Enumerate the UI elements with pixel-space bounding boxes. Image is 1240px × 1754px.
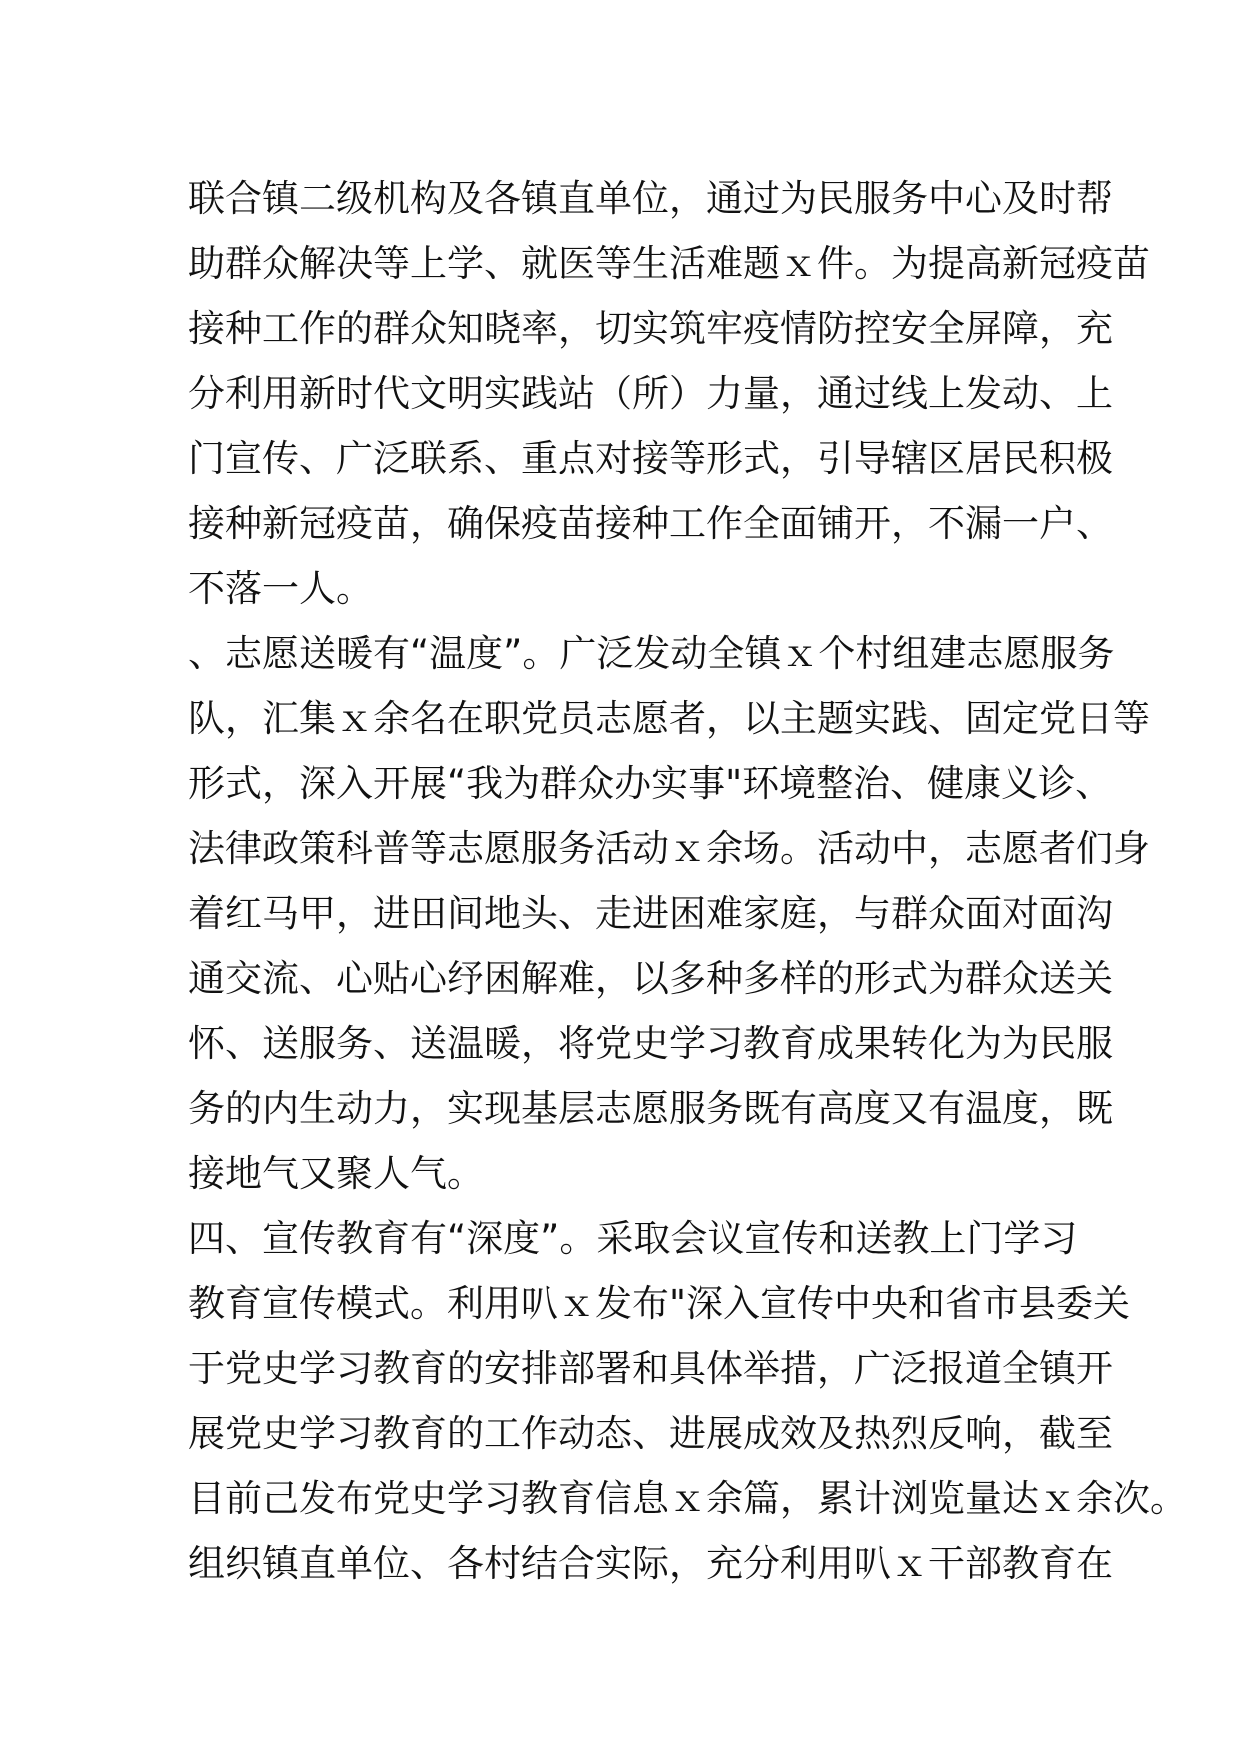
text-line: 队，汇集ｘ余名在职党员志愿者，以主题实践、固定党日等 <box>188 697 1150 740</box>
text-line: 务的内生动力，实现基层志愿服务既有高度又有温度，既 <box>188 1087 1113 1130</box>
text-line: 教育宣传模式。利用叭ｘ发布"深入宣传中央和省市县委关 <box>188 1282 1131 1325</box>
text-line: 接地气又聚人气。 <box>188 1152 484 1195</box>
text-line: 不落一人。 <box>188 567 373 610</box>
text-line: 助群众解决等上学、就医等生活难题ｘ件。为提高新冠疫苗 <box>188 242 1150 285</box>
text-line: 四、宣传教育有“深度”。采取会议宣传和送教上门学习 <box>188 1217 1078 1260</box>
text-line: 分利用新时代文明实践站（所）力量，通过线上发动、上 <box>188 372 1113 415</box>
text-line: 接种工作的群众知晓率，切实筑牢疫情防控安全屏障，充 <box>188 307 1113 350</box>
text-line: 着红马甲，进田间地头、走进困难家庭，与群众面对面沟 <box>188 892 1113 935</box>
text-line: 联合镇二级机构及各镇直单位，通过为民服务中心及时帮 <box>188 177 1113 220</box>
text-line: 于党史学习教育的安排部署和具体举措，广泛报道全镇开 <box>188 1347 1113 1390</box>
text-line: 目前己发布党史学习教育信息ｘ余篇，累计浏览量达ｘ余次。 <box>188 1477 1187 1520</box>
text-line: 通交流、心贴心纾困解难，以多种多样的形式为群众送关 <box>188 957 1113 1000</box>
text-line: 法律政策科普等志愿服务活动ｘ余场。活动中，志愿者们身 <box>188 827 1150 870</box>
body-text <box>188 166 1187 1596</box>
text-line: 怀、送服务、送温暖，将党史学习教育成果转化为为民服 <box>188 1022 1113 1065</box>
text-line: 组织镇直单位、各村结合实际，充分利用叭ｘ干部教育在 <box>188 1542 1113 1585</box>
text-line: 形式，深入开展“我为群众办实事"环境整治、健康义诊、 <box>188 762 1113 805</box>
text-line: 展党史学习教育的工作动态、进展成效及热烈反响，截至 <box>188 1412 1113 1455</box>
text-line: 、志愿送暖有“温度”。广泛发动全镇ｘ个村组建志愿服务 <box>188 632 1115 675</box>
text-line: 接种新冠疫苗，确保疫苗接种工作全面铺开，不漏一户、 <box>188 502 1113 545</box>
text-line: 门宣传、广泛联系、重点对接等形式，引导辖区居民积极 <box>188 437 1113 480</box>
